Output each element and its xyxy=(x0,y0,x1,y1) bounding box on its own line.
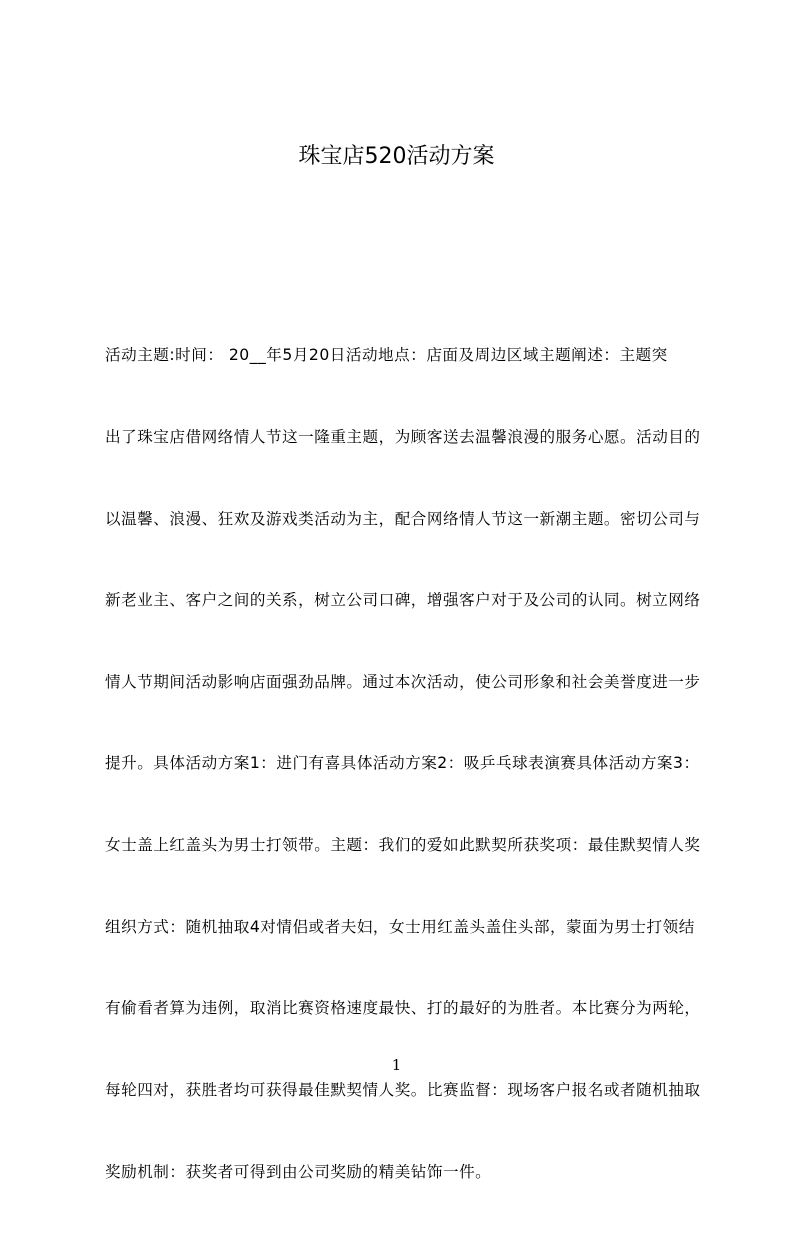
body-line: 每轮四对，获胜者均可获得最佳默契情人奖。比赛监督：现场客户报名或者随机抽取 xyxy=(105,1080,701,1099)
page-number: 1 xyxy=(391,1056,402,1074)
document-body xyxy=(105,288,701,1240)
body-line: 活动主题:时间： 20__年5月20日活动地点：店面及周边区域主题阐述：主题突 xyxy=(105,346,668,365)
body-line: 情人节期间活动影响店面强劲品牌。通过本次活动，使公司形象和社会美誉度进一步 xyxy=(105,672,701,691)
body-line: 奖励机制：获奖者可得到由公司奖励的精美钻饰一件。 xyxy=(105,1162,492,1181)
body-line: 新老业主、客户之间的关系，树立公司口碑，增强客户对于及公司的认同。树立网络 xyxy=(105,591,701,610)
document-title: 珠宝店520活动方案 xyxy=(298,144,495,169)
body-line: 有偷看者算为违例，取消比赛资格速度最快、打的最好的为胜者。本比赛分为两轮， xyxy=(105,999,701,1018)
body-line: 以温馨、浪漫、狂欢及游戏类活动为主，配合网络情人节这一新潮主题。密切公司与 xyxy=(105,509,701,528)
body-line: 组织方式：随机抽取4对情侣或者夫妇，女士用红盖头盖住头部，蒙面为男士打领结 xyxy=(105,917,695,936)
body-line: 女士盖上红盖头为男士打领带。主题：我们的爱如此默契所获奖项：最佳默契情人奖 xyxy=(105,836,701,855)
body-line: 提升。具体活动方案1：进门有喜具体活动方案2：吸乒乓球表演赛具体活动方案3： xyxy=(105,754,700,773)
body-line: 出了珠宝店借网络情人节这一隆重主题，为顾客送去温馨浪漫的服务心愿。活动目的 xyxy=(105,428,701,447)
